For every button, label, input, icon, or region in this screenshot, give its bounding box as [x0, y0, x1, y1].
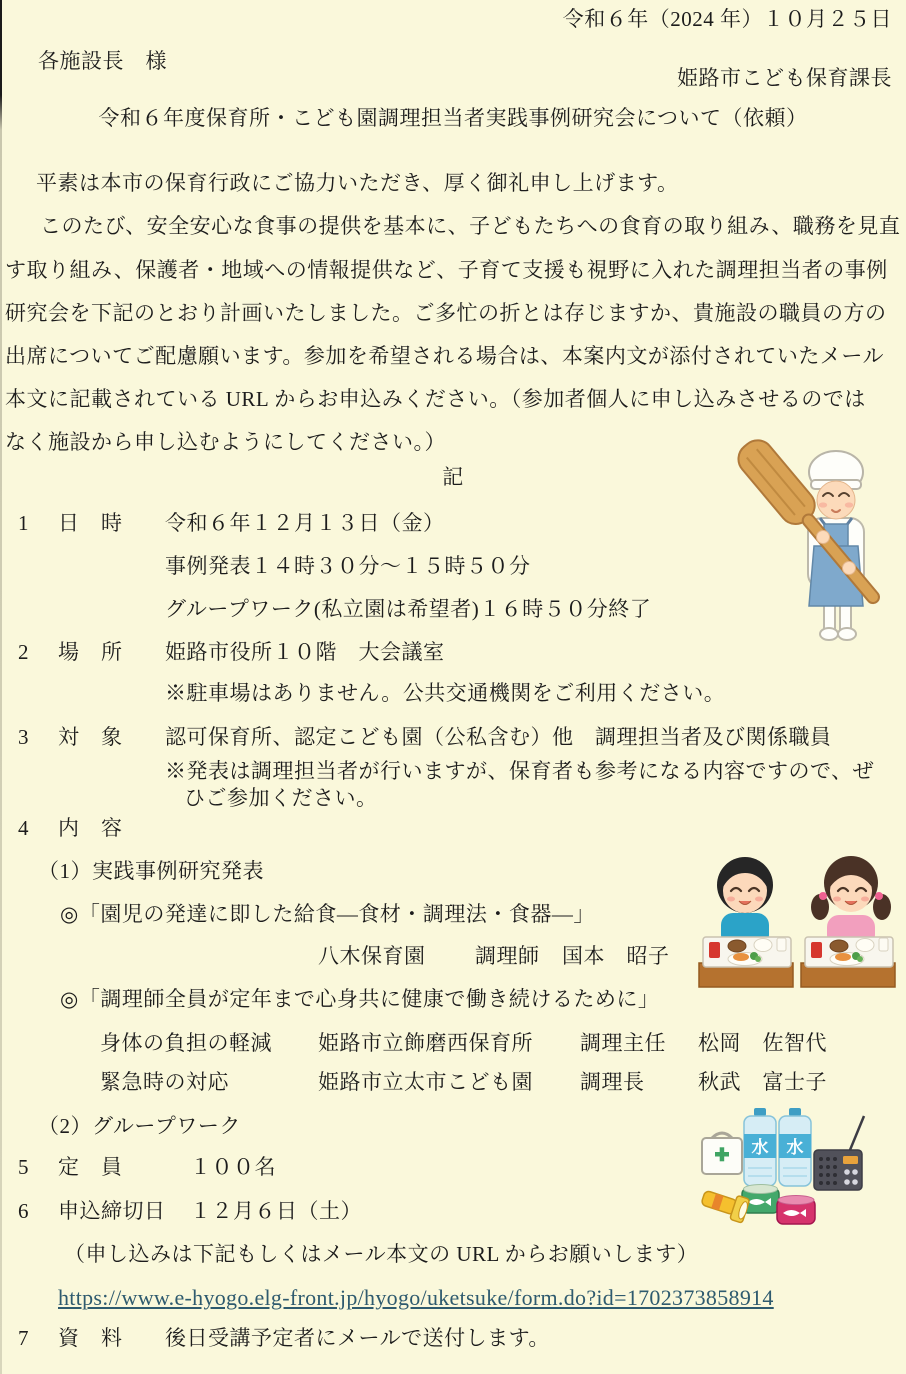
item-6-value: １２月６日（土）: [190, 1199, 362, 1223]
water-bottle-icon: [744, 1108, 776, 1186]
body-line: 研究会を下記のとおり計画いたしました。ご多忙の折とは存じますか、貴施設の職員の方の: [5, 301, 887, 325]
item-3-value: 認可保育所、認定こども園（公私含む）他 調理担当者及び関係職員: [165, 725, 832, 749]
item-2-number: 2: [18, 640, 29, 664]
item-3-note-line1: ※発表は調理担当者が行いますが、保育者も参考になる内容ですので、ぜ: [165, 759, 875, 783]
cook-illustration: [748, 434, 898, 644]
presentation-2-row1-org: 姫路市立飾磨西保育所: [318, 1031, 533, 1055]
body-line: す取り組み、保護者・地域への情報提供など、子育て支援も視野に入れた調理担当者の事例: [5, 258, 888, 282]
body-line: 本文に記載されている URL からお申込みください。（参加者個人に申し込みさせるのでは: [5, 387, 866, 411]
document-date: 令和６年（2024 年）１０月２５日: [562, 7, 892, 31]
item-1-label: 日 時: [58, 511, 123, 535]
item-3-label: 対 象: [58, 725, 123, 749]
item-4-sub1-heading: （1）実践事例研究発表: [38, 859, 264, 883]
item-3-row: [0, 723, 906, 755]
first-aid-kit-icon: [702, 1133, 742, 1174]
item-2-note: ※駐車場はありません。公共交通機関をご利用ください。: [165, 681, 726, 705]
item-2-value: 姫路市役所１０階 大会議室: [165, 640, 445, 664]
item-7-value: 後日受講予定者にメールで送付します。: [165, 1326, 550, 1350]
presentation-2-row2-topic: 緊急時の対応: [100, 1070, 229, 1094]
radio-icon: [814, 1116, 864, 1190]
presentation-1-title: ◎「園児の発達に即した給食―食材・調理法・食器―」: [60, 902, 595, 926]
presentation-2-row2-name: 秋武 富士子: [698, 1070, 827, 1094]
water-kanji-label: 水: [751, 1138, 769, 1157]
water-bottle-icon: [779, 1108, 811, 1186]
item-7-row: [0, 1324, 906, 1356]
item-2-label: 場 所: [58, 640, 123, 664]
item-6-label: 申込締切日: [58, 1199, 166, 1223]
boy: [717, 857, 773, 947]
presentation-1-org: 八木保育園: [318, 944, 426, 968]
item-5-label: 定 員: [58, 1155, 123, 1179]
lunch-tray: [703, 937, 791, 967]
item-3-note-line2: ひご参加ください。: [184, 786, 378, 810]
item-3-number: 3: [18, 725, 29, 749]
sender-line: 姫路市こども保育課長: [677, 66, 892, 90]
body-line: なく施設から申し込むようにしてください。）: [5, 430, 446, 454]
item-5-value: １００名: [190, 1155, 276, 1179]
cook-face: [809, 451, 863, 519]
item-1-number: 1: [18, 511, 29, 535]
presentation-2-row2: [0, 1068, 906, 1100]
presentation-2-row1-topic: 身体の負担の軽減: [100, 1031, 272, 1055]
presentation-2-row2-org: 姫路市立太市こども園: [318, 1070, 533, 1094]
body-line: このたび、安全安心な食事の提供を基本に、子どもたちへの食育の取り組み、職務を見直: [40, 214, 901, 238]
presentation-2-row1-role: 調理主任: [580, 1031, 666, 1055]
item-1-groupwork-line: グループワーク(私立園は希望者)１６時５０分終了: [165, 597, 652, 621]
canned-fish-icon: [777, 1196, 815, 1225]
recipient-line: 各施設長 様: [38, 49, 167, 73]
item-6-note: （申し込みは下記もしくはメール本文の URL からお願いします）: [64, 1242, 699, 1266]
item-7-number: 7: [18, 1326, 29, 1350]
ki-marker: 記: [442, 465, 464, 489]
presentation-2-row1: [0, 1029, 906, 1061]
item-7-label: 資 料: [58, 1326, 123, 1350]
presentation-2-row1-name: 松岡 佐智代: [698, 1031, 827, 1055]
greeting-line: 平素は本市の保育行政にご協力いただき、厚く御礼申し上げます。: [36, 171, 679, 195]
document-title: 令和６年度保育所・こども園調理担当者実践事例研究会について（依頼）: [98, 106, 808, 130]
presentation-1-role: 調理師: [475, 944, 540, 968]
presentation-2-title: ◎「調理師全員が定年まで心身共に健康で働き続けるために」: [60, 987, 660, 1011]
item-4-sub2-heading: （2）グループワーク: [38, 1114, 241, 1138]
presentation-1-name: 国本 昭子: [562, 944, 670, 968]
water-kanji-label: 水: [786, 1138, 804, 1157]
emergency-supplies-illustration: [698, 1108, 866, 1226]
presentation-2-row2-role: 調理長: [580, 1070, 645, 1094]
lunch-tray: [805, 937, 893, 967]
item-4-label: 内 容: [58, 816, 123, 840]
item-1-time-line: 事例発表１４時３０分～１５時５０分: [165, 554, 531, 578]
item-4-number: 4: [18, 816, 29, 840]
item-1-value: 令和６年１２月１３日（金）: [165, 511, 445, 535]
item-6-number: 6: [18, 1199, 29, 1223]
children-lunch-illustration: [693, 833, 903, 990]
application-url-link[interactable]: https://www.e-hyogo.elg-front.jp/hyogo/uketsuke/form.do?id=1702373858914: [58, 1285, 774, 1310]
girl: [811, 856, 891, 947]
body-line: 出席についてご配慮願います。参加を希望される場合は、本案内文が添付されていたメール: [5, 344, 884, 368]
item-5-number: 5: [18, 1155, 29, 1179]
